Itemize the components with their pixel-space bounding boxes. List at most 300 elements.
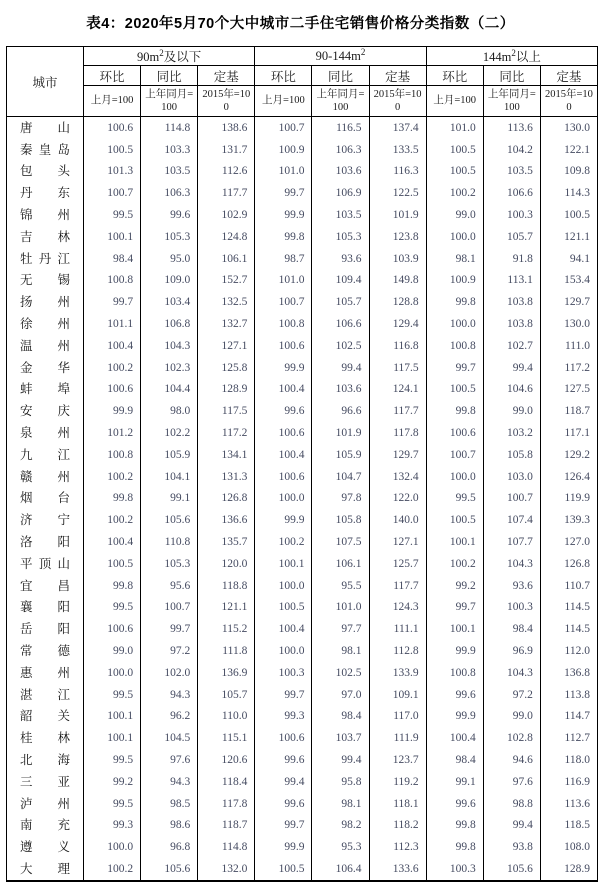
- index-value: 117.1: [540, 422, 597, 444]
- index-value: 126.4: [540, 466, 597, 488]
- index-value: 99.7: [255, 684, 312, 706]
- index-value: 99.8: [426, 291, 483, 313]
- index-value: 105.3: [141, 226, 198, 248]
- table-row: [7, 771, 598, 793]
- index-value: 100.1: [84, 727, 141, 749]
- city-cell: [7, 182, 84, 204]
- city-name: 牡丹江: [20, 251, 70, 266]
- index-value: 100.2: [426, 182, 483, 204]
- index-value: 102.9: [198, 204, 255, 226]
- index-value: 123.8: [369, 226, 426, 248]
- metric-header-mom: 环比: [84, 66, 141, 86]
- index-value: 115.2: [198, 618, 255, 640]
- index-value: 127.5: [540, 379, 597, 401]
- city-cell: [7, 858, 84, 881]
- base-line: 上月=100: [262, 95, 305, 107]
- index-value: 136.9: [198, 662, 255, 684]
- index-value: 118.7: [198, 815, 255, 837]
- city-cell: [7, 422, 84, 444]
- index-value: 115.1: [198, 727, 255, 749]
- city-name: 安庆: [20, 404, 70, 419]
- index-value: 98.6: [141, 815, 198, 837]
- index-value: 105.8: [483, 444, 540, 466]
- index-value: 117.5: [198, 400, 255, 422]
- index-value: 111.1: [369, 618, 426, 640]
- index-value: 116.5: [312, 117, 369, 139]
- city-name: 丹东: [20, 186, 70, 201]
- index-value: 129.2: [540, 444, 597, 466]
- index-value: 100.0: [84, 836, 141, 858]
- index-value: 106.1: [312, 553, 369, 575]
- index-value: 100.3: [483, 597, 540, 619]
- index-value: 103.5: [141, 161, 198, 183]
- city-cell: [7, 379, 84, 401]
- index-value: 128.9: [198, 379, 255, 401]
- base-line: 100: [161, 102, 178, 113]
- table-row: [7, 270, 598, 292]
- index-value: 103.8: [483, 291, 540, 313]
- index-value: 118.7: [540, 400, 597, 422]
- index-value: 100.9: [426, 270, 483, 292]
- index-value: 99.8: [426, 400, 483, 422]
- index-value: 118.4: [198, 771, 255, 793]
- table-row: [7, 749, 598, 771]
- index-value: 112.0: [540, 640, 597, 662]
- city-name: 赣州: [20, 469, 70, 484]
- index-value: 137.4: [369, 117, 426, 139]
- index-value: 129.7: [540, 291, 597, 313]
- index-value: 100.6: [255, 727, 312, 749]
- city-cell: [7, 117, 84, 139]
- city-name: 无锡: [20, 273, 70, 288]
- index-value: 99.7: [426, 597, 483, 619]
- index-value: 118.8: [198, 575, 255, 597]
- index-value: 112.8: [369, 640, 426, 662]
- base-line: 0: [394, 102, 401, 113]
- index-value: 98.4: [84, 248, 141, 270]
- index-value: 103.3: [141, 139, 198, 161]
- city-cell: [7, 204, 84, 226]
- index-value: 99.9: [255, 357, 312, 379]
- index-value: 114.7: [540, 706, 597, 728]
- index-value: 121.1: [198, 597, 255, 619]
- base-line: 上年同月=: [487, 88, 536, 100]
- city-name: 唐山: [20, 120, 70, 135]
- index-value: 136.8: [540, 662, 597, 684]
- index-value: 105.3: [312, 226, 369, 248]
- index-value: 103.2: [483, 422, 540, 444]
- index-value: 94.1: [540, 248, 597, 270]
- index-value: 100.5: [426, 139, 483, 161]
- index-value: 103.9: [369, 248, 426, 270]
- index-value: 103.6: [312, 161, 369, 183]
- index-value: 124.8: [198, 226, 255, 248]
- index-value: 95.6: [141, 575, 198, 597]
- base-header-2015: [369, 86, 426, 117]
- index-value: 101.1: [84, 313, 141, 335]
- group-header-90-and-below: [84, 47, 255, 66]
- index-value: 103.4: [141, 291, 198, 313]
- index-value: 117.7: [369, 400, 426, 422]
- city-cell: [7, 727, 84, 749]
- city-cell: [7, 400, 84, 422]
- index-value: 95.3: [312, 836, 369, 858]
- city-cell: [7, 488, 84, 510]
- index-value: 95.0: [141, 248, 198, 270]
- city-cell: [7, 662, 84, 684]
- base-line: 上月=100: [433, 95, 477, 107]
- index-value: 100.0: [84, 662, 141, 684]
- index-value: 132.5: [198, 291, 255, 313]
- table-row: [7, 815, 598, 837]
- table-row: [7, 248, 598, 270]
- index-value: 104.5: [141, 727, 198, 749]
- city-cell: [7, 553, 84, 575]
- city-cell: [7, 640, 84, 662]
- city-name: 九江: [20, 447, 70, 462]
- index-value: 105.3: [141, 553, 198, 575]
- index-value: 97.6: [141, 749, 198, 771]
- metric-header-fixed-base: 定基: [369, 66, 426, 86]
- index-value: 98.1: [312, 640, 369, 662]
- city-cell: [7, 291, 84, 313]
- index-value: 104.3: [483, 662, 540, 684]
- index-value: 99.9: [426, 706, 483, 728]
- index-value: 100.4: [255, 379, 312, 401]
- index-value: 125.8: [198, 357, 255, 379]
- index-value: 100.1: [255, 553, 312, 575]
- index-value: 132.7: [198, 313, 255, 335]
- index-value: 110.0: [198, 706, 255, 728]
- metric-header-yoy: 同比: [141, 66, 198, 86]
- index-value: 100.5: [426, 509, 483, 531]
- table-row: [7, 139, 598, 161]
- index-value: 131.7: [198, 139, 255, 161]
- index-value: 122.1: [540, 139, 597, 161]
- city-cell: [7, 335, 84, 357]
- index-value: 99.4: [483, 815, 540, 837]
- base-header-same-month-last-year: [312, 86, 369, 117]
- base-line: 100: [332, 102, 349, 113]
- city-cell: [7, 531, 84, 553]
- index-value: 100.2: [426, 553, 483, 575]
- index-value: 125.7: [369, 553, 426, 575]
- index-value: 117.5: [369, 357, 426, 379]
- index-value: 99.5: [426, 488, 483, 510]
- city-cell: [7, 226, 84, 248]
- index-value: 105.6: [141, 858, 198, 881]
- table-row: [7, 640, 598, 662]
- index-value: 101.9: [312, 422, 369, 444]
- index-value: 117.0: [369, 706, 426, 728]
- table-row: [7, 597, 598, 619]
- index-value: 100.6: [255, 422, 312, 444]
- city-name: 韶关: [20, 709, 70, 724]
- index-value: 100.7: [483, 488, 540, 510]
- index-value: 100.3: [483, 204, 540, 226]
- index-value: 99.6: [141, 204, 198, 226]
- city-name: 大理: [20, 861, 70, 876]
- index-value: 106.3: [141, 182, 198, 204]
- city-cell: [7, 771, 84, 793]
- city-cell: [7, 749, 84, 771]
- index-value: 100.8: [84, 270, 141, 292]
- index-value: 98.4: [483, 618, 540, 640]
- index-value: 105.9: [141, 444, 198, 466]
- table-row: [7, 379, 598, 401]
- base-line: 上年同月=: [145, 88, 194, 100]
- base-line: 100: [503, 102, 520, 113]
- city-name: 北海: [20, 753, 70, 767]
- index-value: 126.8: [540, 553, 597, 575]
- city-name: 徐州: [20, 317, 70, 332]
- index-value: 96.8: [141, 836, 198, 858]
- index-value: 117.2: [540, 357, 597, 379]
- index-value: 100.4: [255, 444, 312, 466]
- index-value: 100.5: [255, 597, 312, 619]
- index-value: 114.8: [141, 117, 198, 139]
- group-label-suffix: 以上: [515, 50, 541, 64]
- index-value: 100.5: [84, 139, 141, 161]
- city-name: 温州: [20, 338, 70, 353]
- index-value: 97.7: [312, 618, 369, 640]
- index-value: 104.2: [483, 139, 540, 161]
- index-value: 101.2: [84, 422, 141, 444]
- index-value: 100.6: [426, 422, 483, 444]
- index-value: 131.3: [198, 466, 255, 488]
- city-name: 洛阳: [20, 535, 70, 550]
- table-row: [7, 226, 598, 248]
- city-cell: [7, 793, 84, 815]
- index-value: 112.6: [198, 161, 255, 183]
- index-value: 110.8: [141, 531, 198, 553]
- index-value: 98.2: [312, 815, 369, 837]
- index-value: 99.6: [426, 793, 483, 815]
- index-value: 140.0: [369, 509, 426, 531]
- table-row: [7, 182, 598, 204]
- index-value: 93.6: [312, 248, 369, 270]
- index-value: 100.4: [84, 335, 141, 357]
- index-value: 98.1: [426, 248, 483, 270]
- metric-header-yoy: 同比: [483, 66, 540, 86]
- index-value: 149.8: [369, 270, 426, 292]
- index-value: 100.6: [84, 618, 141, 640]
- index-value: 99.8: [426, 836, 483, 858]
- index-value: 106.4: [312, 858, 369, 881]
- group-label-suffix: 及以下: [163, 50, 202, 64]
- base-line: 2015年=10: [544, 88, 593, 100]
- base-line: 2015年=10: [202, 88, 251, 100]
- index-value: 99.5: [84, 597, 141, 619]
- base-header-prev-month: [426, 86, 483, 117]
- index-value: 99.7: [426, 357, 483, 379]
- index-value: 100.5: [540, 204, 597, 226]
- city-cell: [7, 509, 84, 531]
- index-value: 100.8: [426, 335, 483, 357]
- index-value: 107.4: [483, 509, 540, 531]
- index-value: 106.1: [198, 248, 255, 270]
- index-value: 153.4: [540, 270, 597, 292]
- city-name: 秦皇岛: [20, 142, 70, 157]
- index-value: 99.3: [84, 815, 141, 837]
- table-row: [7, 575, 598, 597]
- index-value: 152.7: [198, 270, 255, 292]
- index-value: 100.9: [255, 139, 312, 161]
- table-row: [7, 313, 598, 335]
- city-name: 包头: [20, 164, 70, 179]
- index-value: 91.8: [483, 248, 540, 270]
- index-value: 119.9: [540, 488, 597, 510]
- index-value: 118.0: [540, 749, 597, 771]
- index-value: 100.0: [255, 488, 312, 510]
- index-value: 128.8: [369, 291, 426, 313]
- city-name: 泸州: [20, 796, 70, 811]
- group-label: 90-144m: [315, 48, 361, 63]
- index-value: 103.6: [312, 379, 369, 401]
- index-value: 112.7: [540, 727, 597, 749]
- city-name: 蚌埠: [20, 382, 70, 397]
- index-value: 100.1: [84, 706, 141, 728]
- index-value: 98.8: [483, 793, 540, 815]
- index-value: 99.9: [255, 204, 312, 226]
- index-value: 126.8: [198, 488, 255, 510]
- index-value: 109.0: [141, 270, 198, 292]
- city-name: 惠州: [20, 665, 70, 680]
- index-value: 99.6: [255, 793, 312, 815]
- table-row: [7, 422, 598, 444]
- index-value: 113.1: [483, 270, 540, 292]
- index-value: 100.7: [255, 117, 312, 139]
- index-value: 105.7: [483, 226, 540, 248]
- index-value: 99.6: [255, 749, 312, 771]
- index-value: 109.1: [369, 684, 426, 706]
- city-name: 桂林: [20, 731, 70, 746]
- index-value: 102.2: [141, 422, 198, 444]
- index-value: 106.8: [141, 313, 198, 335]
- city-cell: [7, 161, 84, 183]
- index-value: 111.8: [198, 640, 255, 662]
- index-value: 102.3: [141, 357, 198, 379]
- index-value: 109.4: [312, 270, 369, 292]
- index-value: 99.2: [426, 575, 483, 597]
- index-value: 97.0: [312, 684, 369, 706]
- index-value: 99.4: [255, 771, 312, 793]
- index-value: 101.9: [369, 204, 426, 226]
- base-line: 上月=100: [90, 95, 134, 107]
- index-value: 94.3: [141, 684, 198, 706]
- index-value: 102.7: [483, 335, 540, 357]
- city-name: 济宁: [20, 513, 70, 528]
- index-value: 98.7: [255, 248, 312, 270]
- group-header-90-144: [255, 47, 426, 66]
- table-row: [7, 531, 598, 553]
- city-cell: [7, 139, 84, 161]
- index-value: 104.3: [483, 553, 540, 575]
- index-value: 99.8: [426, 815, 483, 837]
- index-value: 100.1: [426, 531, 483, 553]
- index-value: 121.1: [540, 226, 597, 248]
- index-value: 100.1: [426, 618, 483, 640]
- city-name: 遵义: [20, 840, 70, 855]
- city-cell: [7, 466, 84, 488]
- table-row: [7, 117, 598, 139]
- index-value: 105.6: [141, 509, 198, 531]
- city-cell: [7, 815, 84, 837]
- index-value: 113.8: [540, 684, 597, 706]
- index-value: 94.6: [483, 749, 540, 771]
- index-value: 111.9: [369, 727, 426, 749]
- index-value: 99.8: [255, 226, 312, 248]
- table-row: [7, 836, 598, 858]
- index-value: 103.5: [312, 204, 369, 226]
- index-value: 100.4: [426, 727, 483, 749]
- city-name: 扬州: [20, 295, 70, 310]
- index-value: 129.7: [369, 444, 426, 466]
- metric-header-fixed-base: 定基: [540, 66, 597, 86]
- index-value: 99.5: [84, 204, 141, 226]
- index-value: 100.5: [426, 379, 483, 401]
- index-value: 130.0: [540, 117, 597, 139]
- index-value: 99.3: [255, 706, 312, 728]
- city-name: 烟台: [20, 491, 70, 506]
- index-value: 100.7: [84, 182, 141, 204]
- index-value: 105.6: [483, 858, 540, 881]
- index-value: 104.7: [312, 466, 369, 488]
- index-value: 98.4: [312, 706, 369, 728]
- index-value: 106.9: [312, 182, 369, 204]
- index-value: 99.5: [84, 684, 141, 706]
- index-value: 107.5: [312, 531, 369, 553]
- index-value: 104.1: [141, 466, 198, 488]
- index-value: 101.0: [255, 161, 312, 183]
- table-row: [7, 400, 598, 422]
- city-name: 泉州: [20, 426, 70, 441]
- city-name: 吉林: [20, 229, 70, 244]
- base-line: 上年同月=: [316, 88, 365, 100]
- index-value: 99.0: [426, 204, 483, 226]
- index-value: 105.9: [312, 444, 369, 466]
- index-value: 116.3: [369, 161, 426, 183]
- index-value: 136.6: [198, 509, 255, 531]
- index-value: 96.6: [312, 400, 369, 422]
- index-value: 98.4: [426, 749, 483, 771]
- index-value: 113.6: [483, 117, 540, 139]
- index-value: 99.2: [84, 771, 141, 793]
- index-value: 100.2: [255, 531, 312, 553]
- index-value: 93.8: [483, 836, 540, 858]
- index-value: 127.0: [540, 531, 597, 553]
- index-value: 98.0: [141, 400, 198, 422]
- index-value: 101.3: [84, 161, 141, 183]
- page-title: 表4：2020年5月70个大中城市二手住宅销售价格分类指数（二）: [86, 16, 515, 32]
- index-value: 100.4: [255, 618, 312, 640]
- city-name: 南充: [20, 818, 70, 833]
- city-name: 平顶山: [20, 556, 70, 571]
- index-value: 104.6: [483, 379, 540, 401]
- index-value: 100.0: [255, 575, 312, 597]
- index-value: 116.8: [369, 335, 426, 357]
- superscript-2: 2: [159, 47, 164, 58]
- index-value: 135.7: [198, 531, 255, 553]
- index-value: 100.3: [426, 858, 483, 881]
- index-value: 127.1: [198, 335, 255, 357]
- index-value: 100.0: [426, 226, 483, 248]
- index-value: 102.0: [141, 662, 198, 684]
- index-value: 99.4: [312, 749, 369, 771]
- metric-header-mom: 环比: [426, 66, 483, 86]
- index-value: 109.8: [540, 161, 597, 183]
- table-row: [7, 706, 598, 728]
